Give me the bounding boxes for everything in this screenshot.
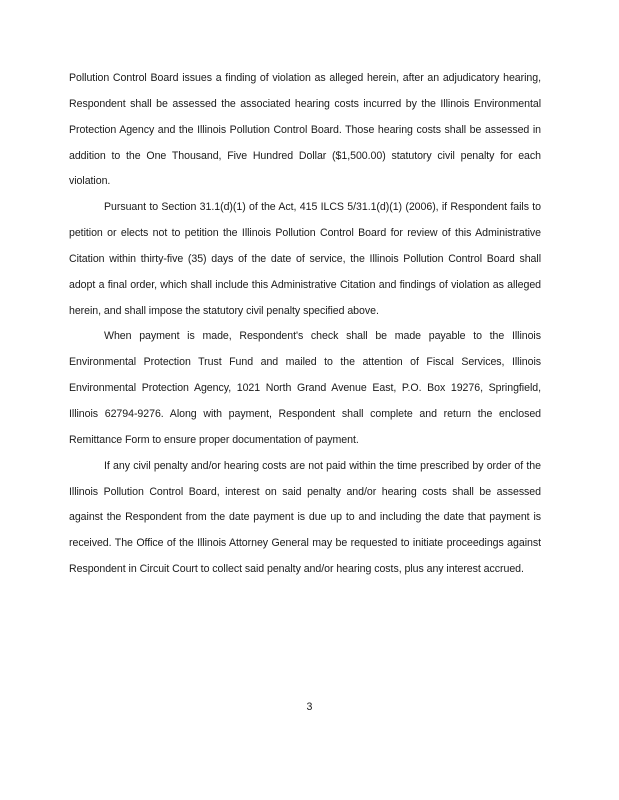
document-body	[69, 66, 541, 583]
paragraph-interest-collection: If any civil penalty and/or hearing costs are not paid within the time prescribed by order of the Illinois Pollution Control Board, interest on said penalty and/or hearing costs shall be assessed against the Respondent from the date payment is due up to and including the date that payment is received. The Office of the Illinois Attorney General may be requested to initiate proceedings against Respondent in Circuit Court to collect said penalty and/or hearing costs, plus any interest accrued.	[69, 459, 541, 576]
paragraph-hearing-costs: Pollution Control Board issues a finding of violation as alleged herein, after an adjudicatory hearing, Respondent shall be assessed the associated hearing costs incurred by the Illinois Environmental Protection Agency and the Illinois Pollution Control Board. Those hearing costs shall be assessed in addition to the One Thousand, Five Hundred Dollar ($1,500.00) statutory civil penalty for each violation.	[69, 72, 541, 188]
paragraph-final-order: Pursuant to Section 31.1(d)(1) of the Act, 415 ILCS 5/31.1(d)(1) (2006), if Respondent fails to petition or elects not to petition the Illinois Pollution Control Board for review of this Administrative Citation within thirty-five (35) days of the date of service, the Illinois Pollution Control Board shall adopt a final order, which shall include this Administrative Citation and findings of violation as alleged herein, and shall impose the statutory civil penalty specified above.	[69, 201, 541, 317]
paragraph-payment-instructions: When payment is made, Respondent's check shall be made payable to the Illinois Environmental Protection Trust Fund and mailed to the attention of Fiscal Services, Illinois Environmental Protection Agency, 1021 North Grand Avenue East, P.O. Box 19276, Springfield, Illinois 62794-9276. Along with payment, Respondent shall complete and return the enclosed Remittance Form to ensure proper documentation of payment.	[69, 330, 541, 446]
page-number: 3	[306, 701, 313, 713]
